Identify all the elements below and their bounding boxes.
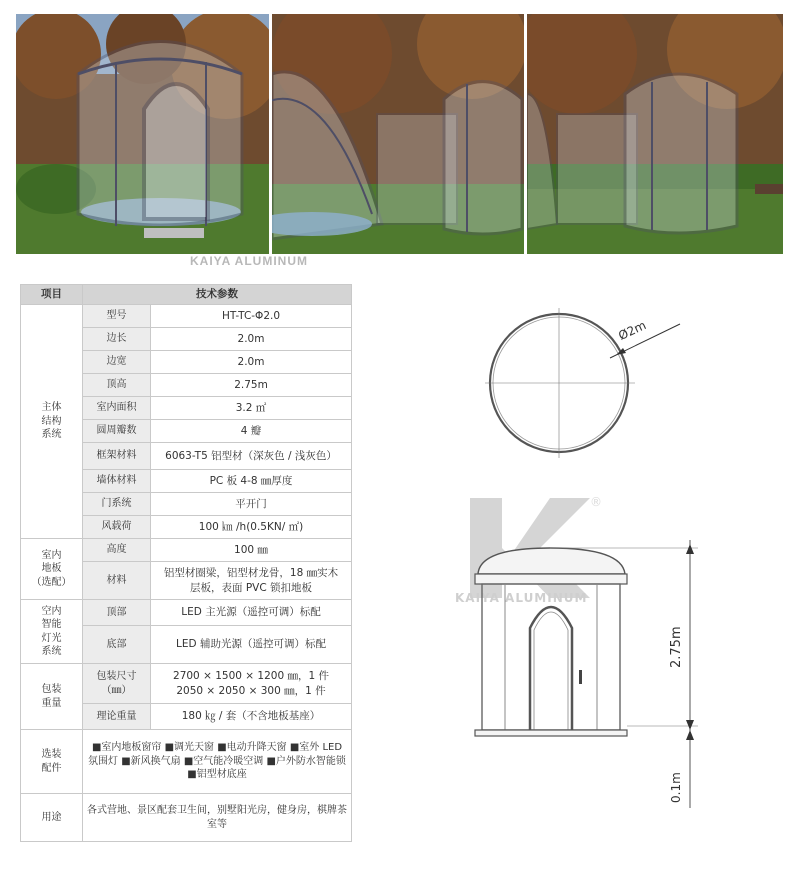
diameter-label: Ø2m	[616, 318, 649, 343]
usage-label: 用途	[21, 794, 83, 842]
group-label: 包装 重量	[21, 664, 83, 730]
options-text: ■室内地板窗帘 ■调光天窗 ■电动升降天窗 ■室外 LED 氛围灯 ■新风换气扇 ■空气能冷暖空调 ■户外防水智能锁 ■铝型材底座	[83, 730, 352, 794]
row-label: 型号	[83, 305, 151, 328]
row-label: 门系统	[83, 493, 151, 516]
row-label: 包装尺寸 （㎜）	[83, 664, 151, 704]
height-label: 2.75m	[669, 626, 684, 668]
row-value: 2.0m	[151, 328, 352, 351]
table-row	[21, 305, 352, 328]
base-height-label: 0.1m	[669, 772, 683, 803]
row-value: 2.0m	[151, 351, 352, 374]
row-label: 材料	[83, 562, 151, 600]
table-row	[21, 664, 352, 704]
product-photo-connected	[272, 14, 524, 254]
header-item: 项目	[21, 285, 83, 305]
group-label: 空内 智能 灯光 系统	[21, 600, 83, 664]
row-value: 6063-T5 铝型材（深灰色 / 浅灰色）	[151, 443, 352, 470]
usage-text: 各式营地、景区配套卫生间，别墅阳光房，健身房，棋牌茶室等	[83, 794, 352, 842]
row-value: 180 ㎏ / 套（不含地板基座）	[151, 704, 352, 730]
row-label: 室内面积	[83, 397, 151, 420]
row-value: 平开门	[151, 493, 352, 516]
row-value: 3.2 ㎡	[151, 397, 352, 420]
svg-text:®: ®	[590, 495, 602, 509]
row-label: 框架材料	[83, 443, 151, 470]
logo-watermark-text: KAIYA ALUMINUM	[455, 591, 588, 605]
table-header-row	[21, 285, 352, 305]
table-row	[21, 539, 352, 562]
brand-watermark: KAIYA ALUMINUM	[190, 254, 308, 268]
row-value: 2.75m	[151, 374, 352, 397]
product-photo-front	[16, 14, 269, 254]
row-label: 理论重量	[83, 704, 151, 730]
product-photo-side	[527, 14, 783, 254]
row-value: 100 ㎞ /h(0.5KN/ ㎡)	[151, 516, 352, 539]
row-value: PC 板 4-8 ㎜厚度	[151, 470, 352, 493]
row-label: 圆周瓣数	[83, 420, 151, 443]
row-label: 高度	[83, 539, 151, 562]
elevation-view-drawing	[440, 478, 740, 823]
plan-view-drawing	[470, 296, 710, 466]
row-label: 墙体材料	[83, 470, 151, 493]
row-value: 4 瓣	[151, 420, 352, 443]
options-row	[21, 730, 352, 794]
row-label: 底部	[83, 626, 151, 664]
row-value: LED 主光源（遥控可调）标配	[151, 600, 352, 626]
header-params: 技术参数	[83, 285, 352, 305]
row-label: 边宽	[83, 351, 151, 374]
elevation-structure	[475, 548, 627, 736]
spec-table	[20, 284, 352, 842]
row-label: 边长	[83, 328, 151, 351]
group-label: 室内 地板 （选配）	[21, 539, 83, 600]
group-label: 主体 结构 系统	[21, 305, 83, 539]
row-value: 铝型材圈梁，铝型材龙骨，18 ㎜实木 层板，表面 PVC 锁扣地板	[151, 562, 352, 600]
row-label: 风载荷	[83, 516, 151, 539]
row-label: 顶高	[83, 374, 151, 397]
row-value: 2700 × 1500 × 1200 ㎜，1 件 2050 × 2050 × 300 ㎜，1 件	[151, 664, 352, 704]
row-value: 100 ㎜	[151, 539, 352, 562]
row-value: HT-TC-Φ2.0	[151, 305, 352, 328]
table-row	[21, 600, 352, 626]
row-value: LED 辅助光源（遥控可调）标配	[151, 626, 352, 664]
usage-row	[21, 794, 352, 842]
options-label: 选装 配件	[21, 730, 83, 794]
row-label: 顶部	[83, 600, 151, 626]
